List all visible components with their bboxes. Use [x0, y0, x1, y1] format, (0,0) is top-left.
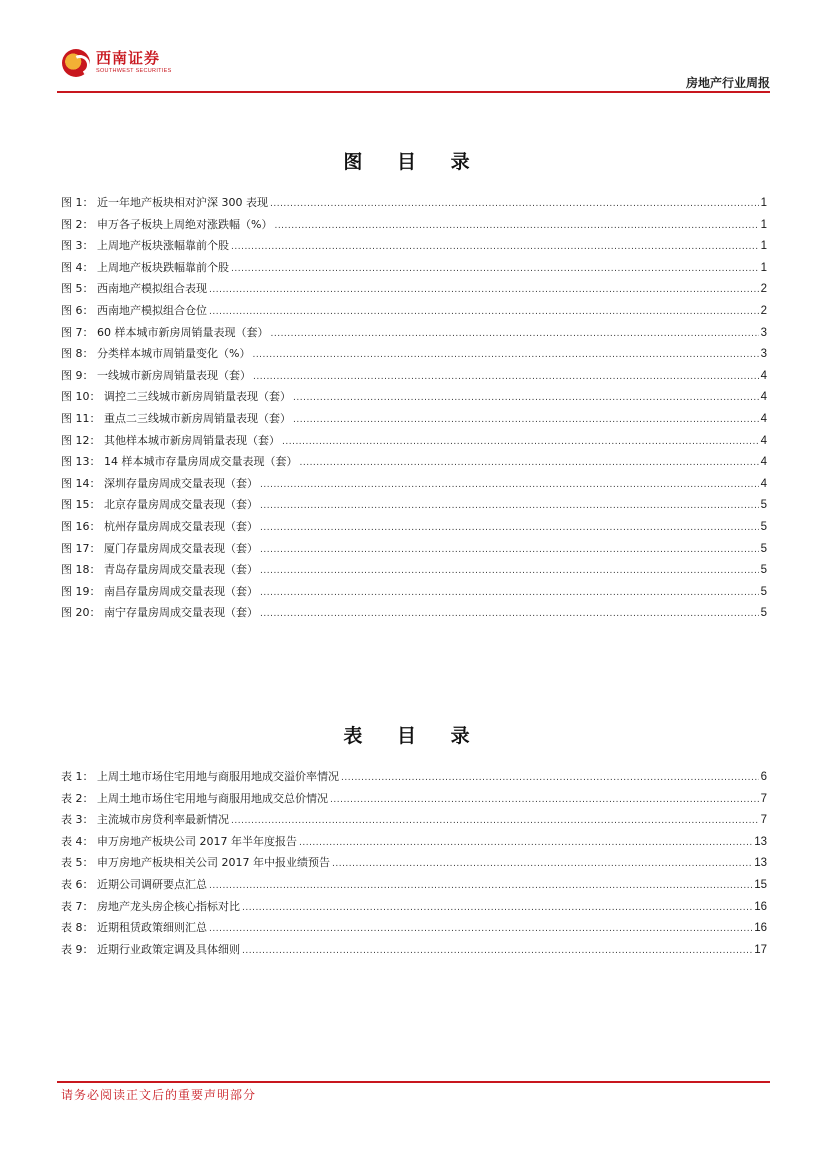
- figure-toc-entry-page: 4: [760, 456, 767, 469]
- table-toc-entry[interactable]: [61, 809, 767, 831]
- figure-toc-entry-label: 图 5： 西南地产模拟组合表现: [61, 282, 207, 296]
- dot-leader: [299, 453, 758, 475]
- dot-leader: [242, 898, 752, 920]
- dot-leader: [231, 811, 759, 833]
- dot-leader: [231, 259, 759, 281]
- footer-divider: [57, 1081, 770, 1083]
- dot-leader: [270, 194, 759, 216]
- figure-toc-entry[interactable]: [61, 430, 767, 452]
- figure-toc-entry[interactable]: [61, 278, 767, 300]
- figure-toc-entry[interactable]: [61, 300, 767, 322]
- figure-toc-entry-label: 图 15： 北京存量房周成交量表现（套）: [61, 498, 258, 512]
- header-divider: [57, 91, 770, 93]
- figure-toc-entry[interactable]: [61, 214, 767, 236]
- figure-toc-entry-page: 1: [760, 240, 767, 253]
- page-header: [57, 46, 770, 92]
- figure-toc-entry-page: 4: [760, 391, 767, 404]
- figure-toc-entry-label: 图 1： 近一年地产板块相对沪深 300 表现: [61, 196, 268, 209]
- figure-toc-entry-label: 图 8： 分类样本城市周销量变化（%）: [61, 347, 251, 361]
- figure-toc-entry[interactable]: [61, 192, 767, 214]
- figure-toc-entry-page: 1: [760, 261, 767, 274]
- tables-toc-list: [61, 766, 767, 960]
- table-toc-entry[interactable]: [61, 852, 767, 874]
- table-toc-entry-label: 表 1： 上周土地市场住宅用地与商服用地成交溢价率情况: [61, 770, 339, 783]
- table-toc-entry-page: 7: [760, 814, 767, 827]
- table-toc-entry-page: 16: [754, 922, 767, 935]
- figure-toc-entry-page: 4: [760, 434, 767, 447]
- figure-toc-entry[interactable]: [61, 494, 767, 516]
- figure-toc-entry-page: 2: [760, 283, 767, 296]
- figure-toc-entry-label: 图 18： 青岛存量房周成交量表现（套）: [61, 563, 258, 577]
- logo-mark-icon: [62, 49, 90, 77]
- figure-toc-entry-page: 5: [760, 564, 767, 577]
- figure-toc-entry-label: 图 12： 其他样本城市新房周销量表现（套）: [61, 433, 280, 447]
- dot-leader: [231, 237, 759, 259]
- table-toc-entry-label: 表 6： 近期公司调研要点汇总: [61, 877, 207, 891]
- figure-toc-entry[interactable]: [61, 235, 767, 257]
- table-toc-entry[interactable]: [61, 766, 767, 788]
- figure-toc-entry-label: 图 2： 申万各子板块上周绝对涨跌幅（%）: [61, 217, 273, 231]
- table-toc-entry[interactable]: [61, 874, 767, 896]
- figure-toc-entry-label: 图 17： 厦门存量房周成交量表现（套）: [61, 541, 258, 555]
- figure-toc-entry[interactable]: [61, 386, 767, 408]
- figures-toc-title: 图 目 录: [343, 151, 484, 173]
- figure-toc-entry[interactable]: [61, 343, 767, 365]
- figure-toc-entry[interactable]: [61, 365, 767, 387]
- figure-toc-entry-label: 图 3： 上周地产板块涨幅靠前个股: [61, 239, 229, 253]
- dot-leader: [242, 941, 752, 963]
- table-toc-entry[interactable]: [61, 831, 767, 853]
- figure-toc-entry-label: 图 9： 一线城市新房周销量表现（套）: [61, 368, 251, 382]
- figure-toc-entry-page: 3: [760, 348, 767, 361]
- figure-toc-entry-page: 5: [760, 607, 767, 620]
- table-toc-entry-label: 表 2： 上周土地市场住宅用地与商服用地成交总价情况: [61, 791, 328, 805]
- figure-toc-entry-label: 图 16： 杭州存量房周成交量表现（套）: [61, 519, 258, 533]
- table-toc-entry-page: 7: [760, 792, 767, 805]
- table-toc-entry-label: 表 5： 申万房地产板块相关公司 2017 年中报业绩预告: [61, 856, 330, 870]
- figure-toc-entry-label: 图 11： 重点二三线城市新房周销量表现（套）: [61, 411, 291, 425]
- figure-toc-entry-page: 4: [760, 477, 767, 490]
- figure-toc-entry[interactable]: [61, 581, 767, 603]
- dot-leader: [209, 280, 759, 302]
- table-toc-entry-label: 表 4： 申万房地产板块公司 2017 年半年度报告: [61, 834, 297, 848]
- figure-toc-entry-page: 5: [760, 499, 767, 512]
- dot-leader: [260, 604, 759, 626]
- figure-toc-entry-page: 2: [760, 304, 767, 317]
- figure-toc-entry[interactable]: [61, 516, 767, 538]
- table-toc-entry-page: 15: [754, 878, 767, 891]
- table-toc-entry-page: 6: [760, 771, 767, 783]
- logo-text: [96, 51, 172, 75]
- dot-leader: [253, 367, 759, 389]
- dot-leader: [252, 345, 758, 367]
- figures-toc-list: [61, 192, 767, 624]
- dot-leader: [299, 833, 752, 855]
- dot-leader: [209, 919, 752, 941]
- figure-toc-entry-label: 图 13： 14 样本城市存量房周成交量表现（套）: [61, 455, 298, 469]
- table-toc-entry-label: 表 9： 近期行业政策定调及具体细则: [61, 942, 240, 956]
- dot-leader: [274, 216, 758, 238]
- dot-leader: [209, 302, 759, 324]
- logo-english-name: SOUTHWEST SECURITIES: [96, 68, 172, 75]
- report-type: 房地产行业周报: [685, 76, 770, 90]
- figure-toc-entry[interactable]: [61, 257, 767, 279]
- figure-toc-entry-label: 图 19： 南昌存量房周成交量表现（套）: [61, 584, 258, 598]
- figure-toc-entry-page: 4: [760, 369, 767, 382]
- dot-leader: [270, 324, 758, 346]
- figure-toc-entry-page: 1: [760, 197, 767, 209]
- dot-leader: [341, 768, 759, 790]
- figure-toc-entry[interactable]: [61, 408, 767, 430]
- dot-leader: [293, 410, 759, 432]
- table-toc-entry[interactable]: [61, 917, 767, 939]
- table-toc-entry-page: 16: [754, 900, 767, 913]
- table-toc-entry-label: 表 3： 主流城市房贷利率最新情况: [61, 813, 229, 827]
- dot-leader: [260, 496, 759, 518]
- company-logo: [62, 49, 172, 77]
- table-toc-entry-label: 表 7： 房地产龙头房企核心指标对比: [61, 899, 240, 913]
- dot-leader: [293, 388, 759, 410]
- dot-leader: [260, 518, 759, 540]
- table-toc-entry-label: 表 8： 近期租赁政策细则汇总: [61, 921, 207, 935]
- figure-toc-entry-label: 图 20： 南宁存量房周成交量表现（套）: [61, 606, 258, 620]
- table-toc-entry[interactable]: [61, 896, 767, 918]
- figure-toc-entry-label: 图 10： 调控二三线城市新房周销量表现（套）: [61, 390, 291, 404]
- dot-leader: [209, 876, 752, 898]
- tables-toc-title: 表 目 录: [343, 725, 484, 747]
- table-toc-entry-page: 13: [754, 835, 767, 848]
- figure-toc-entry-page: 5: [760, 520, 767, 533]
- dot-leader: [260, 475, 759, 497]
- figure-toc-entry-page: 5: [760, 542, 767, 555]
- table-toc-entry-page: 13: [754, 857, 767, 870]
- figure-toc-entry-label: 图 6： 西南地产模拟组合仓位: [61, 303, 207, 317]
- figure-toc-entry-label: 图 7： 60 样本城市新房周销量表现（套）: [61, 325, 269, 339]
- dot-leader: [260, 583, 759, 605]
- dot-leader: [282, 432, 759, 454]
- figure-toc-entry[interactable]: [61, 602, 767, 624]
- figure-toc-entry[interactable]: [61, 473, 767, 495]
- figure-toc-entry[interactable]: [61, 322, 767, 344]
- figure-toc-entry-page: 3: [760, 326, 767, 339]
- dot-leader: [260, 561, 759, 583]
- figure-toc-entry[interactable]: [61, 559, 767, 581]
- figure-toc-entry-page: 1: [760, 218, 767, 231]
- footer-disclaimer: 请务必阅读正文后的重要声明部分: [61, 1088, 257, 1102]
- figure-toc-entry[interactable]: [61, 538, 767, 560]
- dot-leader: [330, 790, 759, 812]
- figure-toc-entry-page: 4: [760, 412, 767, 425]
- dot-leader: [332, 854, 752, 876]
- figure-toc-entry-page: 5: [760, 585, 767, 598]
- logo-chinese-name: 西南证券: [96, 49, 161, 68]
- table-toc-entry[interactable]: [61, 939, 767, 961]
- table-toc-entry-page: 17: [754, 943, 767, 956]
- figure-toc-entry-label: 图 14： 深圳存量房周成交量表现（套）: [61, 476, 258, 490]
- figure-toc-entry-label: 图 4： 上周地产板块跌幅靠前个股: [61, 260, 229, 274]
- table-toc-entry[interactable]: [61, 788, 767, 810]
- figure-toc-entry[interactable]: [61, 451, 767, 473]
- dot-leader: [260, 540, 759, 562]
